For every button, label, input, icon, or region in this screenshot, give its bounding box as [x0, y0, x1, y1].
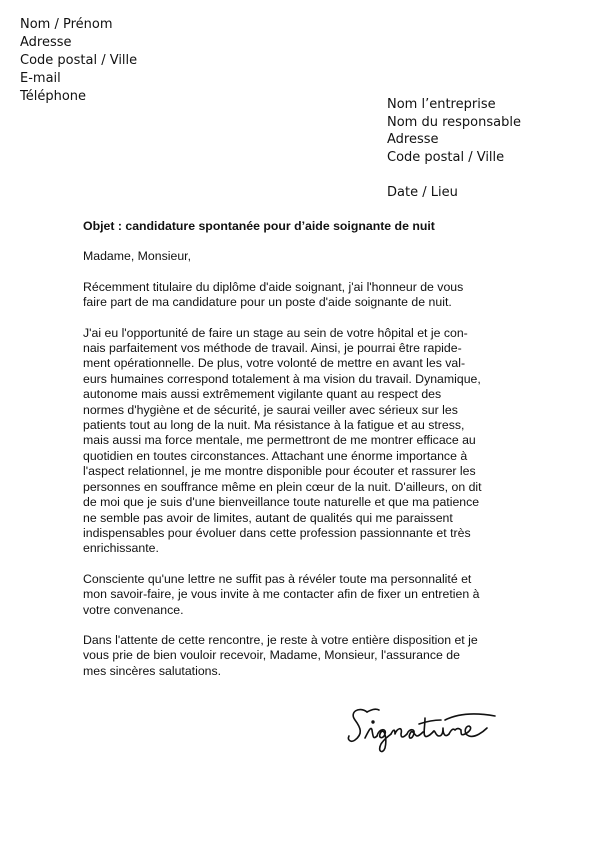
letter-subject: Objet : candidature spontanée pour d’aide soignante de nuit [83, 219, 435, 233]
paragraph-line: faire part de ma candidature pour un poste d'aide soignante de nuit. [83, 295, 452, 310]
paragraph-line: nais parfaitement vos méthode de travail. Ainsi, je pourrai être rapide- [83, 341, 462, 356]
paragraph-line: J'ai eu l'opportunité de faire un stage au sein de votre hôpital et je con- [83, 325, 468, 340]
paragraph-line: mes sincères salutations. [83, 663, 222, 678]
letter-body [83, 219, 513, 694]
letter-salutation: Madame, Monsieur, [83, 249, 191, 264]
paragraph-line: personnes en souffrance même en plein cœur de la nuit. D'ailleurs, on dit [83, 479, 482, 494]
paragraph-line: Consciente qu'une lettre ne suffit pas à révéler toute ma personnalité et [83, 571, 472, 586]
paragraph-intro [83, 280, 513, 311]
sender-phone: Téléphone [20, 89, 87, 104]
paragraph-line: eurs humaines correspond totalement à ma vision du travail. Dynamique, [83, 371, 481, 386]
recipient-company: Nom l’entreprise [387, 97, 496, 112]
recipient-address: Adresse [387, 132, 439, 147]
sender-name: Nom / Prénom [20, 17, 113, 32]
paragraph-line: mais aussi ma force mentale, me permettront de me montrer efficace au [83, 433, 476, 448]
paragraph-line: quotidien en toutes circonstances. Attachant une énorme importance à [83, 448, 468, 463]
paragraph-line: Dans l'attente de cette rencontre, je reste à votre entière disposition et je [83, 632, 478, 647]
paragraph-line: de moi que je suis d'une bienveillance toute naturelle et que ma patience [83, 495, 480, 510]
paragraph-line: votre convenance. [83, 602, 184, 617]
paragraph-line: patients tout au long de la nuit. Ma résistance à la fatigue et au stress, [83, 418, 465, 433]
date-place: Date / Lieu [387, 185, 458, 200]
paragraph-closing [83, 633, 513, 679]
paragraph-line: ne semble pas avoir de limites, autant de qualités qui me paraissent [83, 510, 453, 525]
sender-postal-city: Code postal / Ville [20, 53, 138, 68]
paragraph-experience [83, 326, 513, 557]
paragraph-line: normes d'hygiène et de sécurité, je saurai veiller avec sérieux sur les [83, 402, 458, 417]
paragraph-invitation [83, 572, 513, 618]
recipient-postal-city: Code postal / Ville [387, 149, 505, 165]
paragraph-line: Récemment titulaire du diplôme d'aide soignant, j'ai l'honneur de vous [83, 279, 464, 294]
sender-block [20, 16, 137, 106]
paragraph-line: enrichissante. [83, 541, 159, 556]
handwritten-signature [345, 698, 505, 756]
paragraph-line: mon savoir-faire, je vous invite à me contacter afin de fixer un entretien à [83, 587, 480, 602]
paragraph-line: indispensables pour évoluer dans cette profession passionnante et très [83, 525, 471, 540]
paragraph-line: vous prie de bien vouloir recevoir, Madame, Monsieur, l'assurance de [83, 648, 460, 663]
recipient-manager: Nom du responsable [387, 114, 521, 130]
paragraph-line: ment opérationnelle. De plus, votre volonté de mettre en avant les val- [83, 356, 466, 371]
recipient-block [387, 96, 521, 202]
paragraph-line: l'aspect relationnel, je me montre disponible pour écouter et rassurer les [83, 464, 476, 479]
sender-email: E-mail [20, 71, 61, 86]
sender-address: Adresse [20, 35, 72, 50]
paragraph-line: autonome mais aussi extrêmement vigilante quant au respect des [83, 387, 442, 402]
